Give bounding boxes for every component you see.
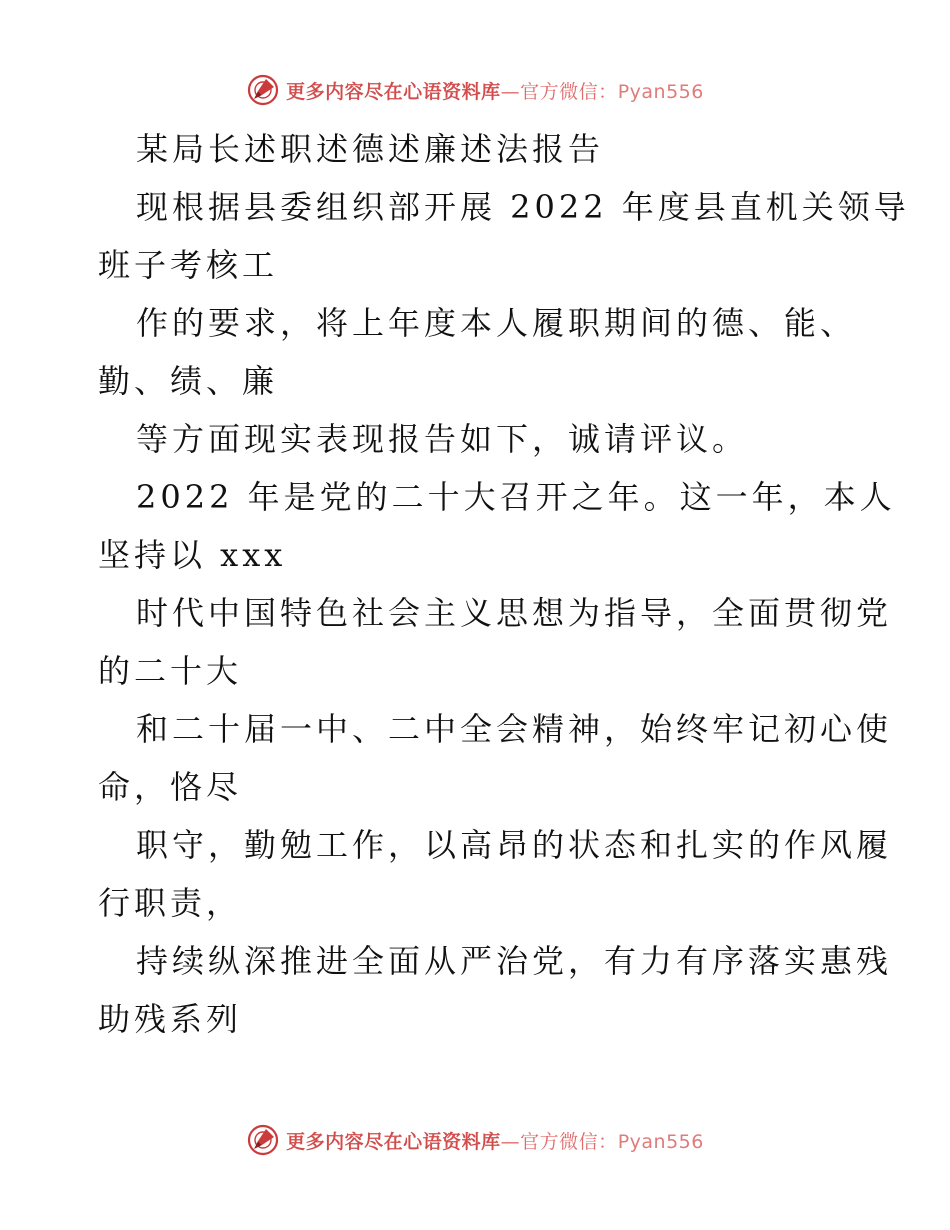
banner-main: 更多内容尽在心语资料库	[286, 80, 501, 103]
footer-banner	[0, 1120, 950, 1160]
banner-main: 更多内容尽在心语资料库	[286, 1130, 501, 1153]
paragraph-line: 和二十届一中、二中全会精神，始终牢记初心使	[136, 710, 893, 748]
banner-text	[286, 1127, 704, 1154]
banner-text	[286, 77, 704, 104]
document-body	[98, 120, 910, 1048]
paragraph-line: 作的要求，将上年度本人履职期间的德、能、	[136, 304, 857, 342]
pen-nib-logo-icon	[246, 73, 280, 107]
banner-separator: —	[500, 80, 521, 103]
banner-wechat-label: 官方微信：	[520, 1130, 618, 1153]
paragraph-line: 班子考核工	[98, 246, 279, 284]
paragraph-line: 2022 年是党的二十大召开之年。这一年，本人	[136, 478, 896, 516]
banner-wechat-id: Pyan556	[617, 80, 704, 103]
paragraph-line: 现根据县委组织部开展 2022 年度县直机关领导	[136, 188, 910, 226]
paragraph-line: 时代中国特色社会主义思想为指导，全面贯彻党	[136, 594, 893, 632]
banner-wechat-label: 官方微信：	[520, 80, 618, 103]
paragraph-line: 持续纵深推进全面从严治党，有力有序落实惠残	[136, 942, 893, 980]
banner-wechat-id: Pyan556	[617, 1130, 704, 1153]
paragraph-line: 的二十大	[98, 652, 243, 690]
pen-nib-logo-icon	[246, 1123, 280, 1157]
paragraph-line: 职守，勤勉工作，以高昂的状态和扎实的作风履	[136, 826, 893, 864]
paragraph-line: 坚持以 xxx	[98, 536, 287, 574]
paragraph-line: 勤、绩、廉	[98, 362, 279, 400]
paragraph-line: 等方面现实表现报告如下，诚请评议。	[136, 420, 749, 458]
banner-separator: —	[500, 1130, 521, 1153]
paragraph-line: 行职责，	[98, 884, 243, 922]
paragraph-line: 命，恪尽	[98, 768, 243, 806]
paragraph-line: 助残系列	[98, 1000, 243, 1038]
header-banner	[0, 70, 950, 110]
document-title: 某局长述职述德述廉述法报告	[136, 130, 605, 168]
